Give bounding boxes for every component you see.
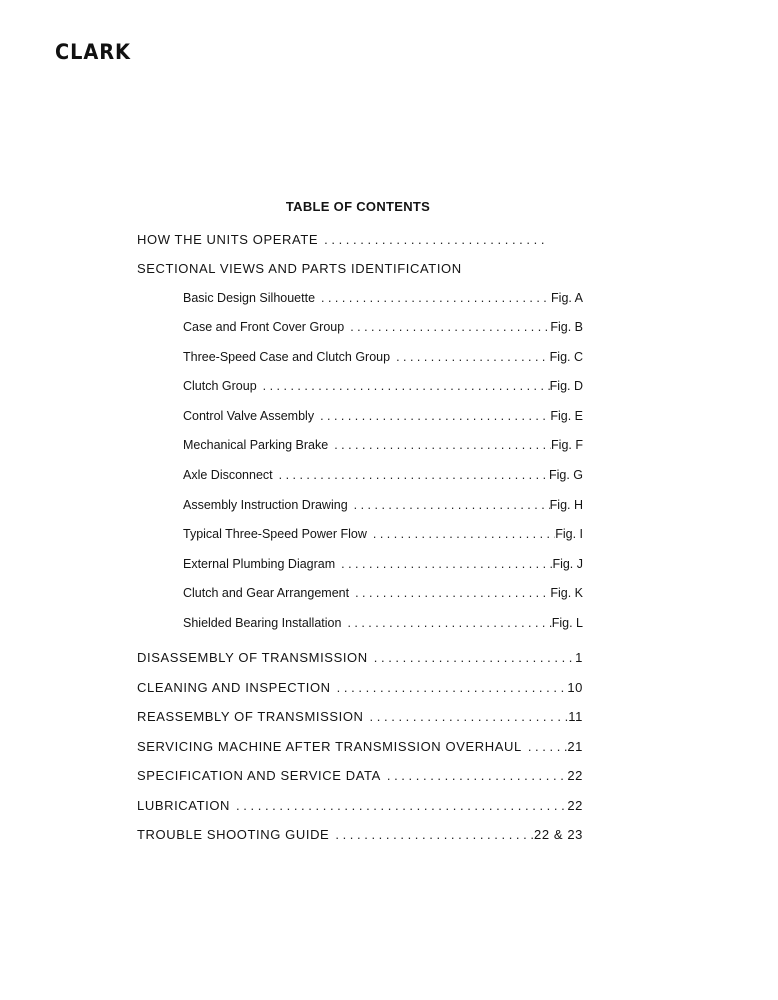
toc-entry-page: Fig. G: [548, 468, 583, 482]
toc-entry-page: 21: [567, 739, 583, 754]
toc-entry-label: SPECIFICATION AND SERVICE DATA: [137, 768, 381, 783]
toc-entry: [183, 291, 583, 305]
leader-dots: [381, 768, 567, 783]
toc-entry-page: Fig. A: [551, 291, 583, 305]
toc-entry: [137, 680, 583, 695]
toc-entry-label: Basic Design Silhouette: [183, 291, 316, 305]
toc-entry-page: 22: [567, 798, 583, 813]
toc-entry: [183, 557, 583, 571]
toc-entry-page: Fig. E: [550, 409, 583, 423]
toc-entry-page: Fig. F: [551, 438, 583, 452]
clark-logo: CLARK: [55, 40, 131, 64]
leader-dots: [348, 498, 550, 512]
toc-entry-label: TROUBLE SHOOTING GUIDE: [137, 827, 330, 842]
toc-entry-page: 11: [568, 709, 583, 724]
toc-entry-page: Fig. D: [549, 379, 583, 393]
toc-entry-label: HOW THE UNITS OPERATE: [137, 232, 319, 247]
toc-entry: [137, 827, 583, 842]
toc-entry-page: 22: [567, 768, 583, 783]
toc-entry-page: Fig. C: [549, 350, 583, 364]
leader-dots: [273, 468, 549, 482]
toc-entry: [183, 468, 583, 482]
toc-entry: [183, 616, 583, 630]
leader-dots: [341, 616, 551, 630]
leader-dots: [344, 320, 550, 334]
leader-dots: [315, 291, 551, 305]
toc-entry: [183, 586, 583, 600]
toc-entry: [183, 498, 583, 512]
toc-entry-page: Fig. B: [550, 320, 583, 334]
toc-entry: [183, 350, 583, 364]
toc-entry-label: REASSEMBLY OF TRANSMISSION: [137, 709, 364, 724]
toc-entry-label: Assembly Instruction Drawing: [183, 498, 348, 512]
toc-entry-label: Case and Front Cover Group: [183, 320, 345, 334]
toc-entry: [183, 379, 583, 393]
toc-entry-page: Fig. L: [551, 616, 583, 630]
toc-entry-label: Shielded Bearing Installation: [183, 616, 342, 630]
toc-entry-page: Fig. I: [555, 527, 583, 541]
toc-entry-label: CLEANING AND INSPECTION: [137, 680, 331, 695]
toc-section-heading: [137, 261, 583, 276]
toc-entry-page: 10: [567, 680, 583, 695]
toc-entry-page: Fig. H: [549, 498, 583, 512]
toc-entry-label: Axle Disconnect: [183, 468, 273, 482]
leader-dots: [318, 232, 548, 247]
leader-dots: [522, 739, 568, 754]
leader-dots: [368, 650, 575, 665]
toc-entry: [183, 527, 583, 541]
toc-entry-page: 1: [575, 650, 583, 665]
leader-dots: [349, 586, 550, 600]
leader-dots: [390, 350, 550, 364]
toc-entry: [137, 232, 583, 247]
toc-entry: [137, 709, 583, 724]
toc-entry-label: Three-Speed Case and Clutch Group: [183, 350, 391, 364]
leader-dots: [331, 680, 568, 695]
toc-entry-label: SERVICING MACHINE AFTER TRANSMISSION OVERHAUL: [137, 739, 522, 754]
toc-entry-label: LUBRICATION: [137, 798, 231, 813]
toc-entry-label: Clutch and Gear Arrangement: [183, 586, 350, 600]
leader-dots: [367, 527, 555, 541]
leader-dots: [257, 379, 550, 393]
toc-entry: [183, 320, 583, 334]
toc-entry-label: Clutch Group: [183, 379, 257, 393]
leader-dots: [230, 798, 567, 813]
leader-dots: [364, 709, 569, 724]
leader-dots: [329, 827, 534, 842]
toc-entry-page: Fig. K: [550, 586, 583, 600]
toc-entry-label: Mechanical Parking Brake: [183, 438, 329, 452]
toc-entry-label: External Plumbing Diagram: [183, 557, 336, 571]
toc-entry-label: Control Valve Assembly: [183, 409, 315, 423]
page-title: TABLE OF CONTENTS: [285, 199, 431, 214]
toc-entry: [183, 438, 583, 452]
toc-entry: [137, 768, 583, 783]
toc-entry: [137, 650, 583, 665]
leader-dots: [314, 409, 550, 423]
toc-entry: [137, 798, 583, 813]
leader-dots: [328, 438, 551, 452]
toc-entry-label: SECTIONAL VIEWS AND PARTS IDENTIFICATION: [137, 261, 462, 276]
leader-dots: [335, 557, 552, 571]
toc-entry-page: Fig. J: [552, 557, 583, 571]
toc-entry: [137, 739, 583, 754]
toc-entry-page: 22 & 23: [533, 827, 583, 842]
toc-entry-label: DISASSEMBLY OF TRANSMISSION: [137, 650, 368, 665]
toc-entry: [183, 409, 583, 423]
toc-entry-label: Typical Three-Speed Power Flow: [183, 527, 367, 541]
